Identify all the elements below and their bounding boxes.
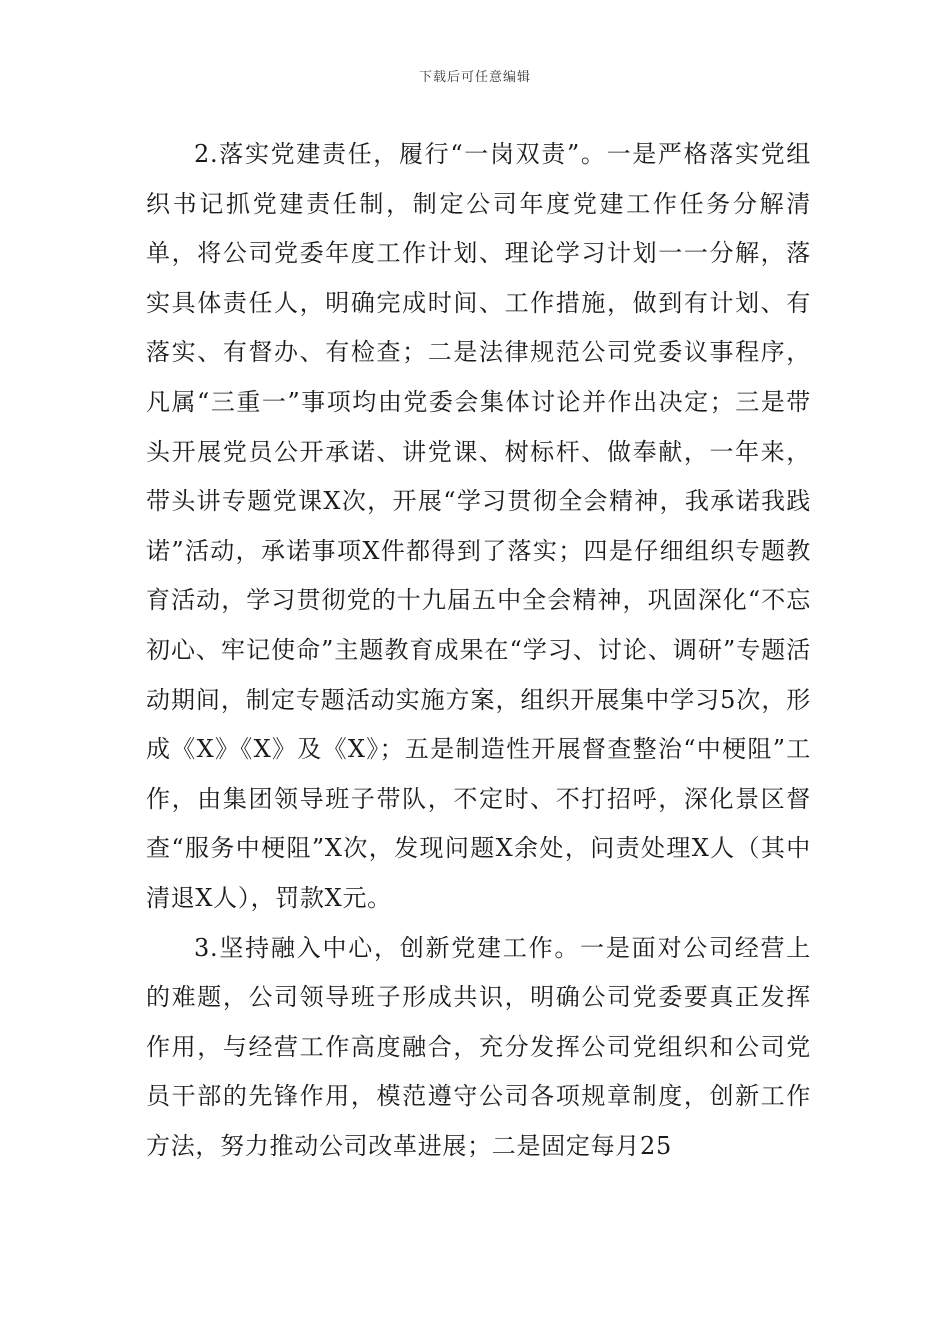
paragraph-party-responsibility: 2.落实党建责任，履行“一岗双责”。一是严格落实党组织书记抓党建责任制，制定公司年度党建工作任务分解清单，将公司党委年度工作计划、理论学习计划一一分解，落实具体责任人，明确完成时间、工作措施，做到有计划、有落实、有督办、有检查；二是法律规范公司党委议事程序，凡属“三重一”事项均由党委会集体讨论并作出决定；三是带头开展党员公开承诺、讲党课、树标杆、做奉献，一年来，带头讲专题党课X次，开展“学习贯彻全会精神，我承诺我践诺”活动，承诺事项X件都得到了落实；四是仔细组织专题教育活动，学习贯彻党的十九届五中全会精神，巩固深化“不忘初心、牢记使命”主题教育成果在“学习、讨论、调研”专题活动期间，制定专题活动实施方案，组织开展集中学习5次，形成《X》《X》及《X》；五是制造性开展督查整治“中梗阻”工作，由集团领导班子带队，不定时、不打招呼，深化景区督查“服务中梗阻”X次，发现问题X余处，问责处理X人（其中清退X人），罚款X元。 bbox=[146, 140, 811, 912]
page-header: 下载后可任意编辑 bbox=[418, 70, 531, 85]
document-body bbox=[146, 130, 811, 1171]
paragraph-innovate-party-work: 3.坚持融入中心，创新党建工作。一是面对公司经营上的难题，公司领导班子形成共识，明确公司党委要真正发挥作用，与经营工作高度融合，充分发挥公司党组织和公司党员干部的先锋作用，模范遵守公司各项规章制度，创新工作方法，努力推动公司改革进展；二是固定每月25 bbox=[146, 933, 811, 1160]
